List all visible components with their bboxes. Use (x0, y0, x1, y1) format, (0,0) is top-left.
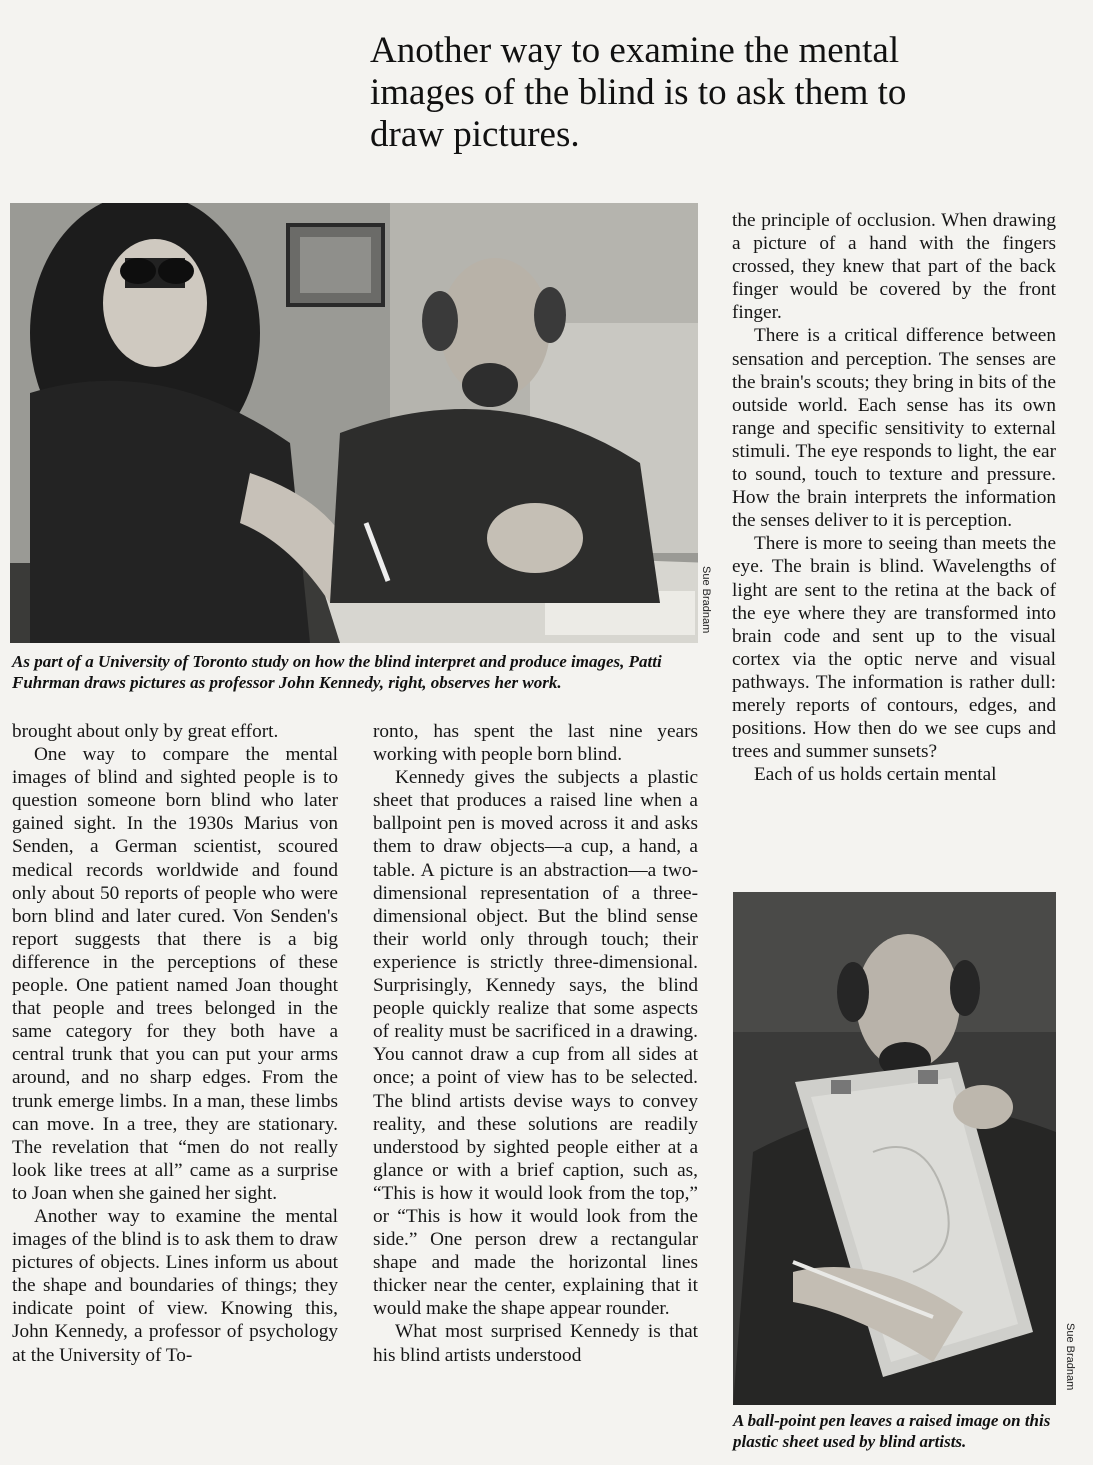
photo-caption-bottom: A ball-point pen leaves a raised image on this plastic sheet used by blind artists. (733, 1411, 1051, 1451)
article-column-3 (732, 209, 1056, 786)
photo-plastic-sheet (733, 892, 1056, 1405)
article-column-1 (12, 720, 338, 1367)
photo-credit-top: Sue Bradnam (700, 566, 712, 634)
column-2-paragraph-3: What most surprised Kennedy is that his blind artists understood (373, 1321, 698, 1366)
column-3-paragraph-4: Each of us holds certain mental (754, 764, 997, 786)
column-2-paragraph-2: Kennedy gives the subjects a plastic sheet that produces a raised line when a ballpoint pen is moved across it and asks them to draw objects—a cup, a hand, a table. A picture is an abstraction—a two-dimensional representation of a three-dimensional object. But the blind sense their world only through touch; their experience is strictly three-dimensional. Surprisingly, Kennedy says, the blind people quickly realize that some aspects of reality must be sacrificed in a drawing. You cannot draw a cup from all sides at once; a point of view has to be selected. The blind artists devise ways to convey reality, and these solutions are readily understood by sighted people either at a glance or with a brief caption, such as, “This is how it would look from the top,” or “This is how it would look from the side.” One person drew a rectangular shape and made the horizontal lines thicker near the center, explaining that it would make the shape appear rounder. (373, 767, 698, 1320)
photo-plastic-sheet-illustration (733, 892, 1056, 1405)
column-3-paragraph-3: There is more to seeing than meets the eye. The brain is blind. Wavelengths of light are sent to the retina at the back of the eye where they are transformed into brain code and sent up to the visual cortex via the optic nerve and visual pathways. The information is rather dull: merely reports of contours, edges, and positions. How then do we see cups and trees and summer sunsets? (732, 533, 1056, 763)
pull-quote: Another way to examine the mental images of the blind is to ask them to draw pictures. (370, 30, 907, 155)
photo-fuhrman-kennedy-illustration (10, 203, 698, 643)
photo-credit-bottom: Sue Bradnam (1064, 1323, 1076, 1391)
column-1-paragraph-1: brought about only by great effort. (12, 721, 279, 742)
photo-fuhrman-kennedy (10, 203, 698, 643)
photo-caption-top: As part of a University of Toronto study on how the blind interpret and produce images, Patti Fuhrman draws pictures as professor John Kennedy, right, observes her work. (12, 652, 662, 692)
column-2-paragraph-1: ronto, has spent the last nine years working with people born blind. (373, 721, 698, 766)
column-1-paragraph-2: One way to compare the mental images of blind and sighted people is to question someone born blind who later gained sight. In the 1930s Marius von Senden, a German scientist, scoured medical records worldwide and found only about 50 reports of people who were born blind and later cured. Von Senden's report suggests that there is a big difference in the perceptions of these people. One patient named Joan thought that people and trees belonged in the same category for they both have a central trunk that you can put your arms around, and no sharp edges. From the trunk emerge limbs. In a man, these limbs can move. In a tree, they are stationary. The revelation that “men do not really look like trees at all” came as a surprise to Joan when she gained her sight. (12, 744, 338, 1204)
article-column-2 (373, 720, 698, 1367)
column-3-paragraph-2: There is a critical difference between sensation and perception. The senses are the brain's scouts; they bring in bits of the outside world. Each sense has its own range and specific sensitivity to external stimuli. The eye responds to light, the ear to sound, touch to texture and pressure. How the brain interprets the information the senses deliver to it is perception. (732, 325, 1056, 532)
column-1-paragraph-3: Another way to examine the mental images of the blind is to ask them to draw pictures of objects. Lines inform us about the shape and boundaries of things; they indicate point of view. Knowing this, John Kennedy, a professor of psychology at the University of To- (12, 1205, 338, 1366)
column-3-paragraph-1: the principle of occlusion. When drawing a picture of a hand with the fingers crossed, they knew that part of the back finger would be covered by the front finger. (732, 210, 1056, 324)
